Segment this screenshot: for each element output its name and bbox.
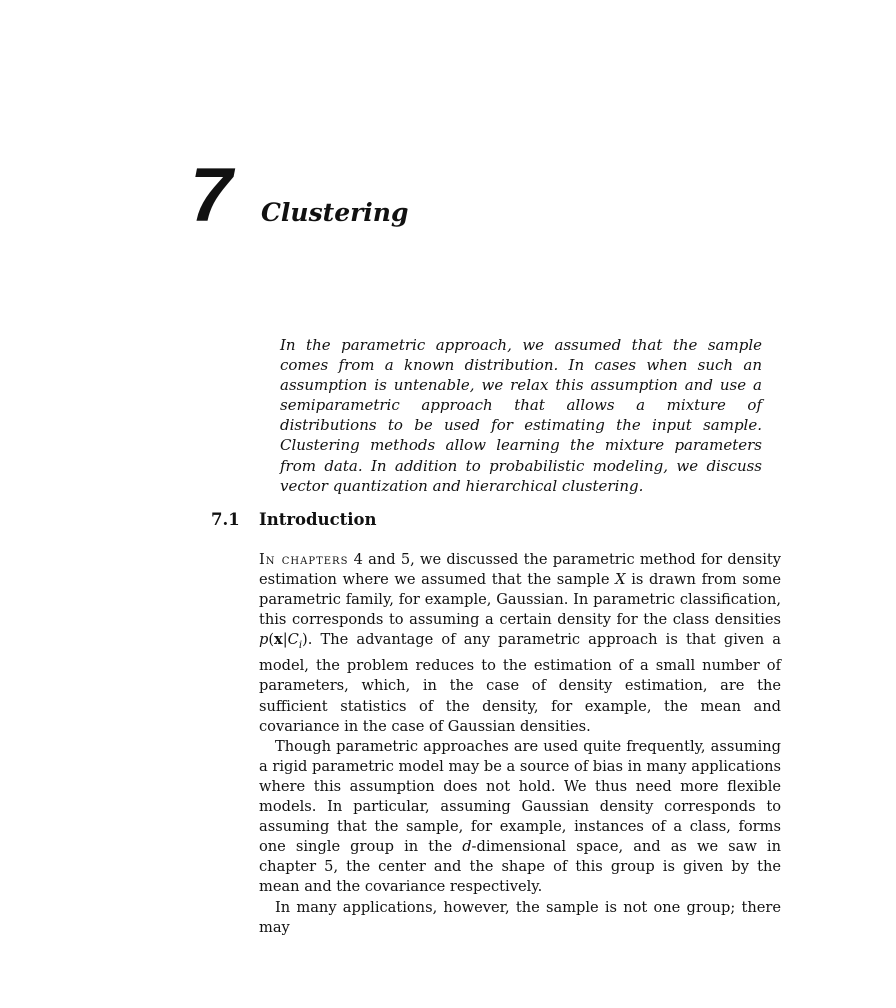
paragraph-1 — [259, 550, 781, 737]
math-subscript-i: i — [298, 640, 303, 652]
math-paren-close: ) — [302, 631, 308, 649]
math-expression — [259, 631, 308, 652]
math-C: C — [287, 631, 299, 649]
paragraph-1-text-c: . The advantage of any parametric approach is that given a model, the problem reduces to the estimation of a small number of parameters, which, in the case of density estimation, are the sufficient statistics of the density, for example, the mean and covariance in the case of Gaussian densities. — [259, 631, 781, 735]
math-p: p — [259, 631, 269, 649]
paragraph-2-text-b: -dimensional space, and as we saw in chapter 5, the center and the shape of this group is given by the mean and the covariance respectively. — [259, 838, 781, 896]
chapter-abstract: In the parametric approach, we assumed that the sample comes from a known distribution. In cases when such an assumption is untenable, we relax this assumption and use a semiparametric approach that allows a mixture of distributions to be used for estimating the input sample. Clustering methods allow learning the mixture parameters from data. In addition to probabilistic modeling, we discuss vector quantization and hierarchical clustering. — [280, 336, 762, 495]
chapter-number: 7 — [190, 153, 233, 238]
math-x: x — [274, 631, 283, 649]
section-title: Introduction — [259, 510, 377, 529]
math-symbol-d: d — [462, 838, 472, 856]
math-paren-open: ( — [268, 631, 275, 649]
math-symbol-X: X — [615, 571, 626, 589]
paragraph-2-text-a: Though parametric approaches are used quite frequently, assuming a rigid parametric model may be a source of bias in many applications where this assumption does not hold. We thus need more flexible models. In particular, assuming Gaussian density corresponds to assuming that the sample, for example, instances of a class, forms one single group in the — [259, 737, 781, 856]
math-bar: | — [282, 631, 288, 649]
body-text — [259, 550, 781, 938]
paragraph-1-text-a: 4 and 5, we discussed the parametric method for density estimation where we assumed that the sample — [259, 551, 781, 589]
chapter-title: Clustering — [261, 198, 409, 227]
paragraph-1-text-b: is drawn from some parametric family, for example, Gaussian. In parametric classification, this corresponds to assuming a certain density for the class densities — [259, 571, 782, 629]
section-number: 7.1 — [211, 510, 240, 529]
small-caps-lead: In chapters — [259, 551, 349, 568]
paragraph-3: In many applications, however, the sample is not one group; there may — [259, 898, 781, 936]
paragraph-2 — [259, 737, 781, 898]
